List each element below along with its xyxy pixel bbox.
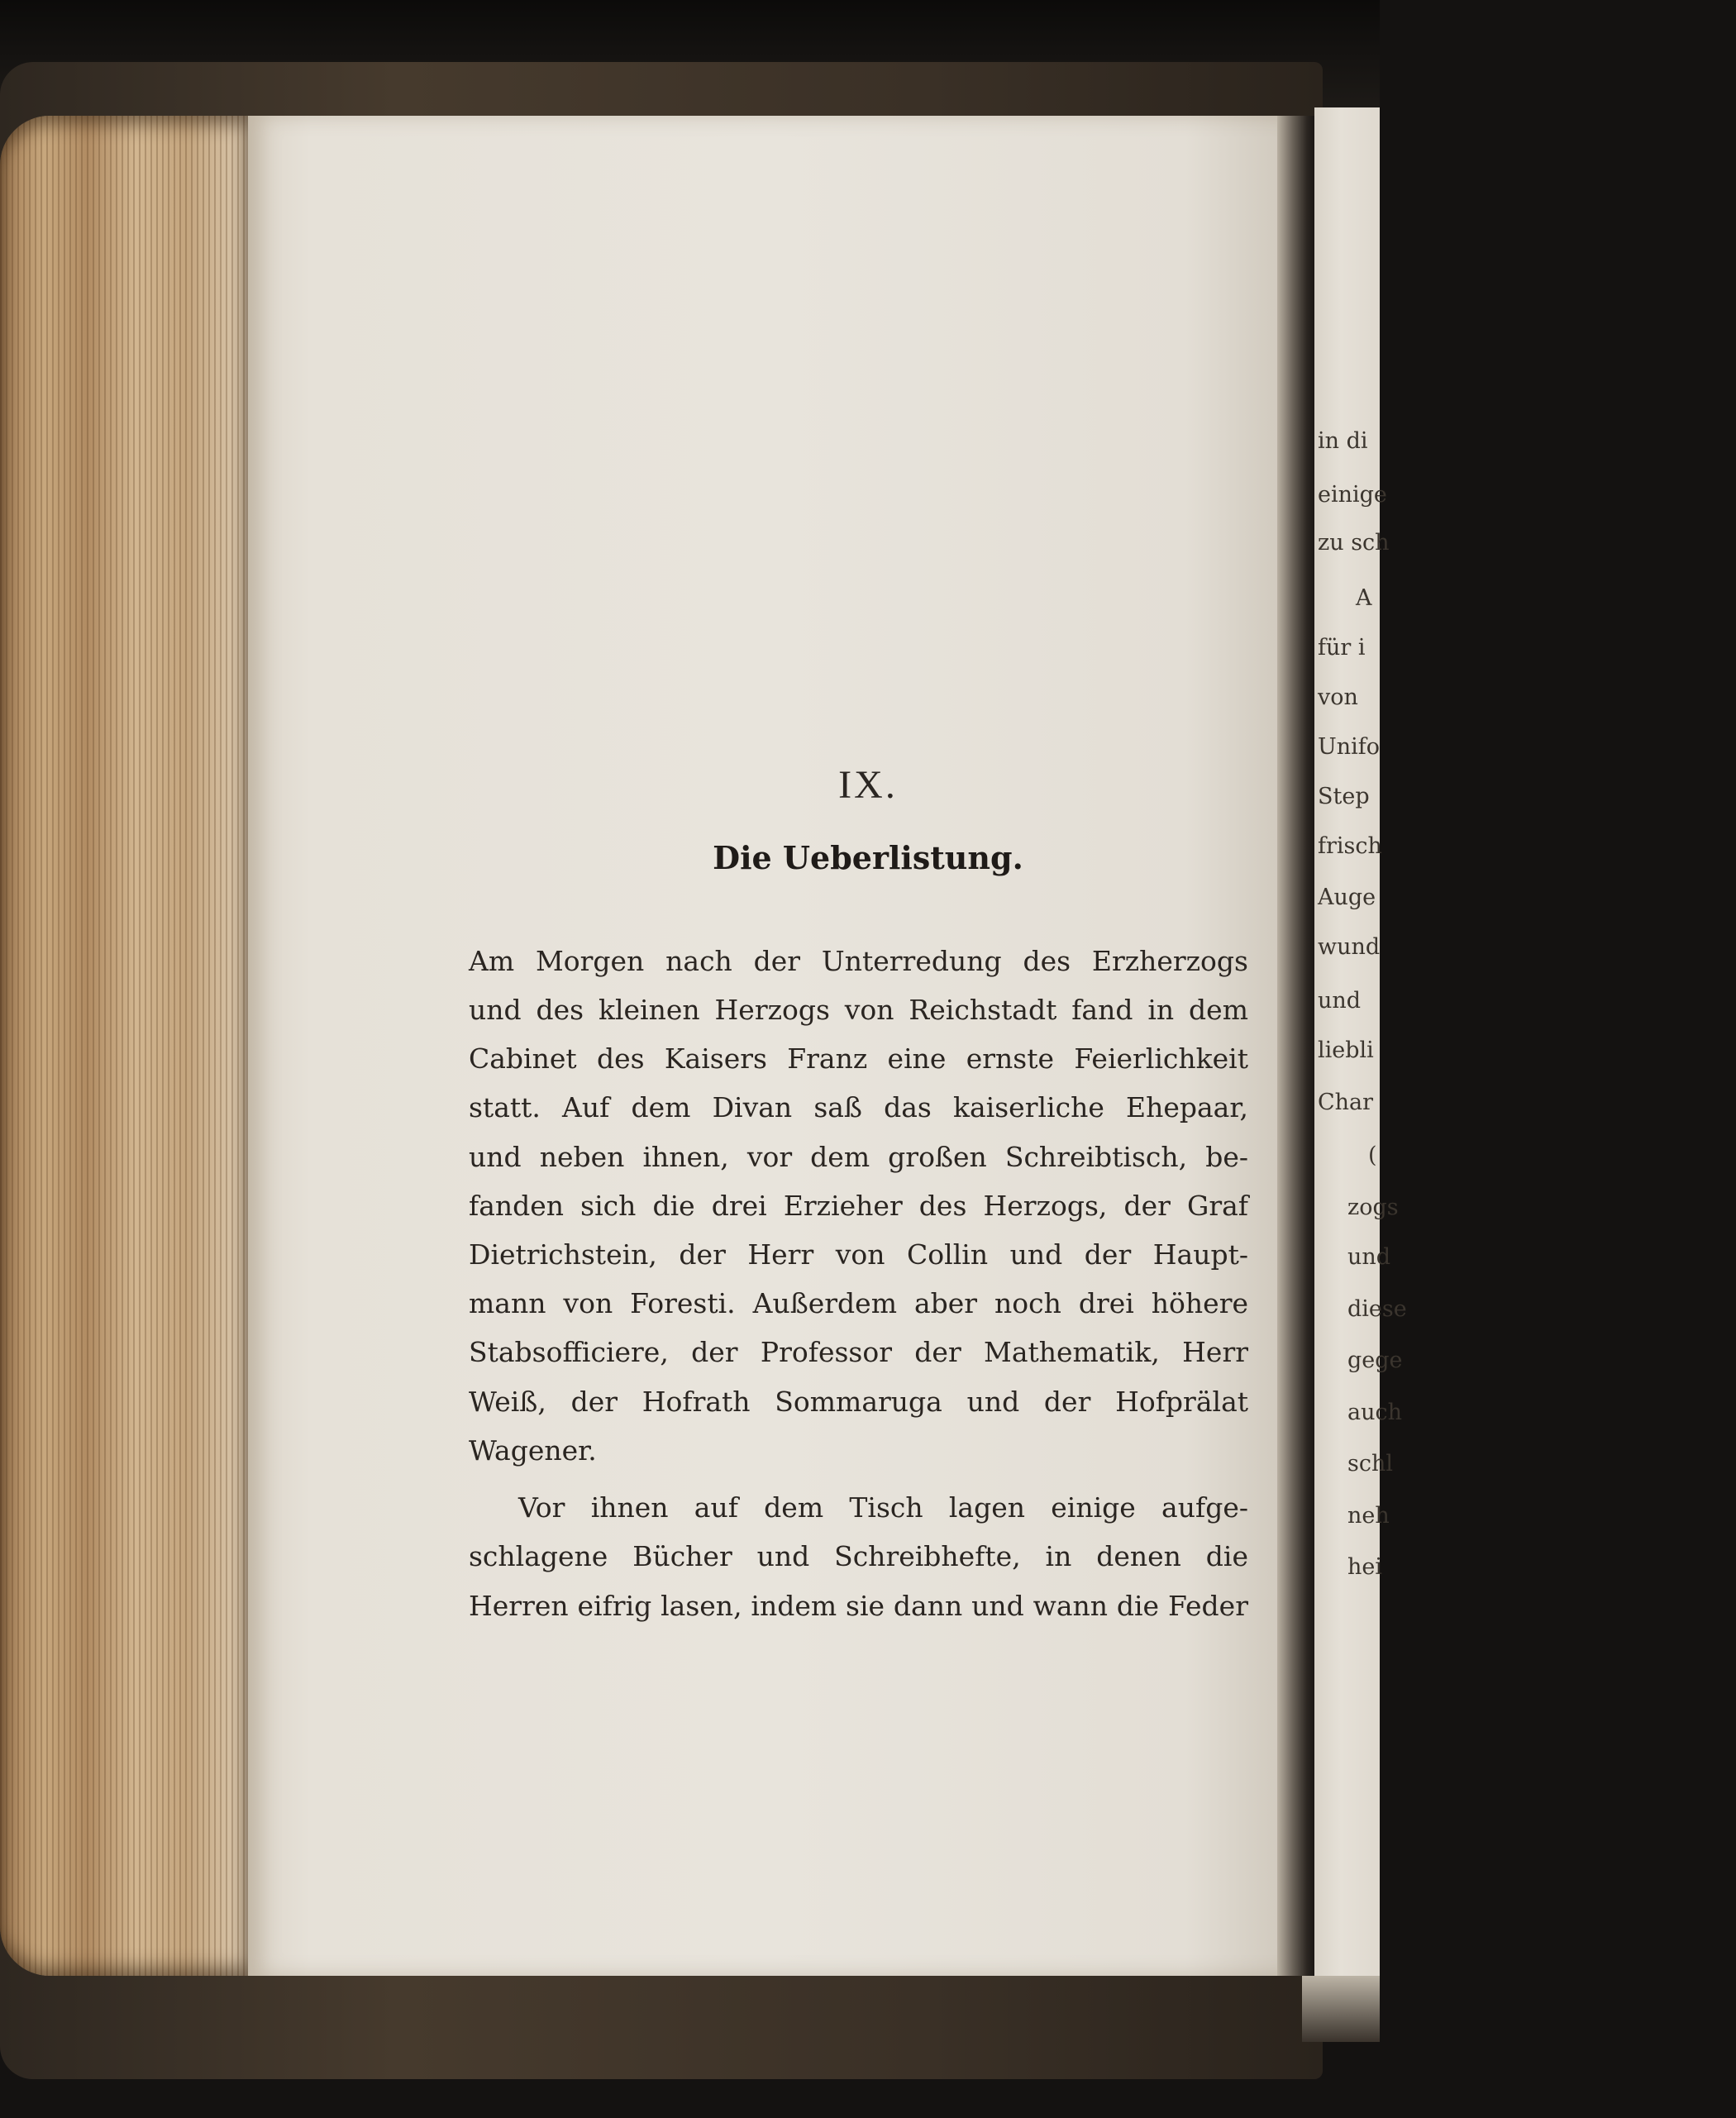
facing-line: auch: [1347, 1400, 1402, 1425]
facing-line: frisch: [1318, 833, 1382, 859]
body-line: Herren eifrig lasen, indem sie dann und wann die Feder: [469, 1590, 1248, 1622]
body-line: schlagene Bücher und Schreibhefte, in denen die: [469, 1540, 1248, 1572]
body-line: Cabinet des Kaisers Franz eine ernste Feierlichkeit: [469, 1042, 1248, 1075]
facing-line: für i: [1318, 635, 1366, 661]
body-line: Vor ihnen auf dem Tisch lagen einige aufge-: [518, 1491, 1248, 1524]
chapter-number: IX.: [838, 763, 898, 807]
body-line: Wagener.: [469, 1434, 597, 1467]
facing-line: liebli: [1318, 1038, 1374, 1063]
facing-line: hei: [1347, 1554, 1383, 1580]
body-line: fanden sich die drei Erzieher des Herzogs, der Graf: [469, 1190, 1248, 1222]
facing-line: gege: [1347, 1348, 1403, 1373]
body-line: und des kleinen Herzogs von Reichstadt fand in dem: [469, 994, 1248, 1026]
facing-line: A: [1356, 585, 1372, 611]
body-line: Dietrichstein, der Herr von Collin und der Haupt-: [469, 1238, 1248, 1271]
facing-line: Auge: [1318, 885, 1376, 910]
body-line: mann von Foresti. Außerdem aber noch drei höhere: [469, 1287, 1248, 1319]
body-line: Weiß, der Hofrath Sommaruga und der Hofprälat: [469, 1386, 1248, 1418]
page-edges: [0, 116, 248, 1976]
facing-line: und: [1318, 988, 1362, 1014]
body-line: und neben ihnen, vor dem großen Schreibtisch, be-: [469, 1141, 1248, 1173]
chapter-title: Die Ueberlistung.: [713, 839, 1023, 876]
facing-line: wund: [1318, 934, 1381, 960]
body-line: Am Morgen nach der Unterredung des Erzherzogs: [469, 945, 1248, 977]
facing-line: zu sch: [1318, 530, 1390, 556]
body-line: Stabsofficiere, der Professor der Mathematik, Herr: [469, 1336, 1248, 1368]
facing-line: neh: [1347, 1503, 1390, 1529]
book-gutter: [1277, 116, 1314, 1976]
right-page-edge: [1302, 1976, 1380, 2042]
facing-line: einige: [1318, 482, 1387, 508]
facing-line: (: [1368, 1142, 1377, 1168]
facing-line: und: [1347, 1244, 1391, 1270]
facing-line: diese: [1347, 1296, 1407, 1322]
facing-line: schl: [1347, 1451, 1394, 1476]
facing-line: in di: [1318, 428, 1368, 454]
body-line: statt. Auf dem Divan saß das kaiserliche Ehepaar,: [469, 1091, 1248, 1123]
facing-line: zogs: [1347, 1195, 1399, 1220]
facing-line: von: [1318, 685, 1358, 710]
facing-line: Step: [1318, 784, 1370, 809]
facing-line: Unifo: [1318, 734, 1381, 760]
facing-line: Char: [1318, 1090, 1374, 1115]
